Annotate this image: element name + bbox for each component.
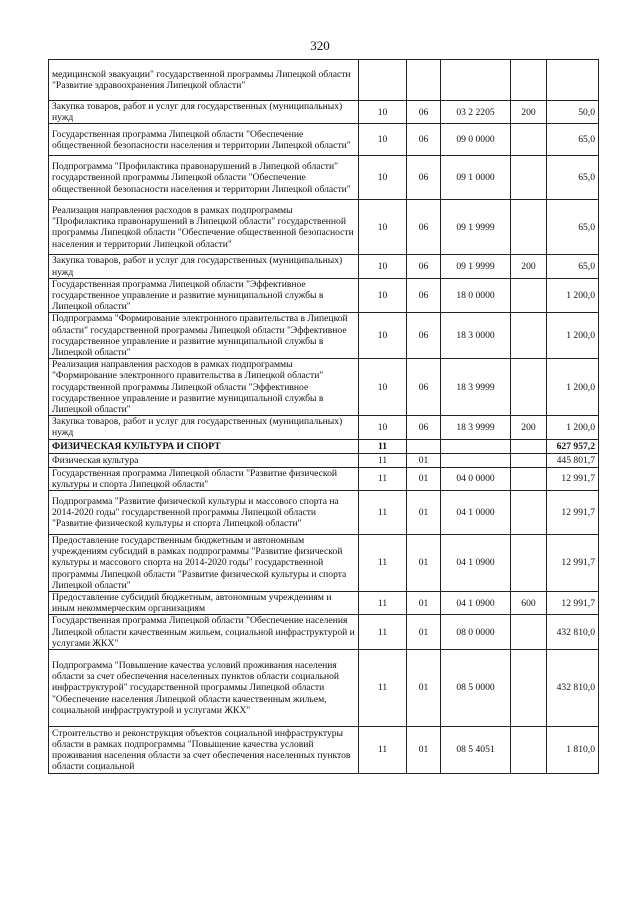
row-name: Закупка товаров, работ и услуг для государственных (муниципальных) нужд [49, 416, 359, 439]
ministry-code: 10 [359, 359, 407, 416]
amount: 65,0 [547, 255, 599, 278]
row-name: Государственная программа Липецкой области "Развитие физической культуры и спорта Липецкой области" [49, 467, 359, 490]
target-code: 04 0 0000 [441, 467, 511, 490]
section-code: 06 [407, 200, 441, 255]
section-code: 06 [407, 416, 441, 439]
row-name: Подпрограмма "Формирование электронного правительства в Липецкой области" государственной программы Липецкой области "Эффективное государственное управление и развитие муниципальной службы в Липецкой области" [49, 313, 359, 359]
amount: 12 991,7 [547, 592, 599, 615]
expense-type-code [511, 727, 547, 774]
section-code: 01 [407, 592, 441, 615]
section-code: 01 [407, 491, 441, 535]
row-name: Физическая культура [49, 453, 359, 467]
section-code: 06 [407, 278, 441, 313]
amount: 445 801,7 [547, 453, 599, 467]
target-code: 09 1 9999 [441, 200, 511, 255]
target-code [441, 60, 511, 101]
expense-type-code: 200 [511, 416, 547, 439]
row-name: Закупка товаров, работ и услуг для государственных (муниципальных) нужд [49, 101, 359, 124]
amount: 65,0 [547, 156, 599, 200]
expense-type-code [511, 60, 547, 101]
section-code: 01 [407, 453, 441, 467]
target-code: 09 0 0000 [441, 124, 511, 156]
ministry-code: 10 [359, 416, 407, 439]
section-code: 01 [407, 650, 441, 727]
ministry-code: 11 [359, 592, 407, 615]
target-code: 04 1 0900 [441, 592, 511, 615]
amount: 1 200,0 [547, 416, 599, 439]
table-row [49, 200, 599, 255]
section-code: 01 [407, 615, 441, 650]
row-name: Предоставление государственным бюджетным и автономным учреждениям субсидий в рамках подпрограммы "Развитие физической культуры и массового спорта на 2014-2020 годы" государственной программы Липецкой области "Развитие физической культуры и спорта Липецкой области" [49, 535, 359, 592]
target-code: 03 2 2205 [441, 101, 511, 124]
section-code: 01 [407, 727, 441, 774]
ministry-code: 11 [359, 535, 407, 592]
table-row [49, 156, 599, 200]
table-row [49, 491, 599, 535]
table-row [49, 416, 599, 439]
target-code [441, 439, 511, 453]
expense-type-code [511, 313, 547, 359]
expense-type-code [511, 439, 547, 453]
ministry-code: 10 [359, 200, 407, 255]
ministry-code: 11 [359, 615, 407, 650]
ministry-code: 11 [359, 453, 407, 467]
row-name: медицинской эвакуации" государственной программы Липецкой области "Развитие здравоохранения Липецкой области" [49, 60, 359, 101]
row-name: Предоставление субсидий бюджетным, автономным учреждениям и иным некоммерческим организациям [49, 592, 359, 615]
expense-type-code [511, 359, 547, 416]
row-name: Государственная программа Липецкой области "Обеспечение населения Липецкой области качественным жильем, социальной инфраструктурой и услугами ЖКХ" [49, 615, 359, 650]
target-code: 18 3 9999 [441, 359, 511, 416]
amount: 1 200,0 [547, 359, 599, 416]
table-row [49, 592, 599, 615]
amount: 1 200,0 [547, 313, 599, 359]
section-code [407, 60, 441, 101]
section-code: 06 [407, 124, 441, 156]
row-name: Реализация направления расходов в рамках подпрограммы "Профилактика правонарушений в Липецкой области" государственной программы Липецкой области "Обеспечение общественной безопасности населения и территории Липецкой области" [49, 200, 359, 255]
ministry-code: 10 [359, 313, 407, 359]
section-code: 06 [407, 313, 441, 359]
amount: 50,0 [547, 101, 599, 124]
amount: 627 957,2 [547, 439, 599, 453]
row-name: ФИЗИЧЕСКАЯ КУЛЬТУРА И СПОРТ [49, 439, 359, 453]
table-row [49, 727, 599, 774]
budget-table [48, 59, 599, 774]
table-row [49, 650, 599, 727]
ministry-code: 11 [359, 650, 407, 727]
amount: 432 810,0 [547, 615, 599, 650]
target-code: 08 0 0000 [441, 615, 511, 650]
amount: 65,0 [547, 124, 599, 156]
amount: 65,0 [547, 200, 599, 255]
row-name: Закупка товаров, работ и услуг для государственных (муниципальных) нужд [49, 255, 359, 278]
table-row [49, 359, 599, 416]
section-code: 06 [407, 255, 441, 278]
row-name: Государственная программа Липецкой области "Эффективное государственное управление и развитие муниципальной службы в Липецкой области" [49, 278, 359, 313]
table-row [49, 60, 599, 101]
target-code: 18 3 0000 [441, 313, 511, 359]
ministry-code: 10 [359, 278, 407, 313]
ministry-code: 11 [359, 727, 407, 774]
target-code: 18 3 9999 [441, 416, 511, 439]
table-row [49, 439, 599, 453]
expense-type-code [511, 535, 547, 592]
amount: 12 991,7 [547, 467, 599, 490]
table-row [49, 278, 599, 313]
amount: 1 200,0 [547, 278, 599, 313]
ministry-code: 10 [359, 124, 407, 156]
ministry-code: 11 [359, 467, 407, 490]
target-code: 09 1 9999 [441, 255, 511, 278]
ministry-code: 11 [359, 439, 407, 453]
amount: 12 991,7 [547, 535, 599, 592]
target-code: 09 1 0000 [441, 156, 511, 200]
section-code: 01 [407, 535, 441, 592]
target-code: 18 0 0000 [441, 278, 511, 313]
expense-type-code: 200 [511, 101, 547, 124]
table-row [49, 313, 599, 359]
expense-type-code [511, 156, 547, 200]
ministry-code [359, 60, 407, 101]
table-row [49, 124, 599, 156]
section-code [407, 439, 441, 453]
table-row [49, 467, 599, 490]
amount [547, 60, 599, 101]
section-code: 06 [407, 101, 441, 124]
amount: 12 991,7 [547, 491, 599, 535]
ministry-code: 10 [359, 101, 407, 124]
row-name: Строительство и реконструкция объектов социальной инфраструктуры области в рамках подпрограммы "Повышение качества условий проживания населения области за счет обеспечения населенных пунктов области социальной [49, 727, 359, 774]
expense-type-code: 200 [511, 255, 547, 278]
table-row [49, 453, 599, 467]
table-row [49, 615, 599, 650]
amount: 1 810,0 [547, 727, 599, 774]
expense-type-code [511, 615, 547, 650]
target-code: 04 1 0900 [441, 535, 511, 592]
expense-type-code [511, 124, 547, 156]
expense-type-code: 600 [511, 592, 547, 615]
amount: 432 810,0 [547, 650, 599, 727]
target-code: 04 1 0000 [441, 491, 511, 535]
ministry-code: 10 [359, 255, 407, 278]
row-name: Подпрограмма "Профилактика правонарушений в Липецкой области" государственной программы Липецкой области "Обеспечение общественной безопасности населения и территории Липецкой области" [49, 156, 359, 200]
expense-type-code [511, 453, 547, 467]
section-code: 06 [407, 359, 441, 416]
row-name: Подпрограмма "Развитие физической культуры и массового спорта на 2014-2020 годы" государственной программы Липецкой области "Развитие физической культуры и спорта Липецкой области" [49, 491, 359, 535]
ministry-code: 10 [359, 156, 407, 200]
target-code: 08 5 0000 [441, 650, 511, 727]
expense-type-code [511, 200, 547, 255]
table-row [49, 101, 599, 124]
row-name: Реализация направления расходов в рамках подпрограммы "Формирование электронного правительства в Липецкой области" государственной программы Липецкой области "Эффективное государственное управление и развитие муниципальной службы в Липецкой области" [49, 359, 359, 416]
row-name: Государственная программа Липецкой области "Обеспечение общественной безопасности населения и территории Липецкой области" [49, 124, 359, 156]
expense-type-code [511, 491, 547, 535]
target-code [441, 453, 511, 467]
table-row [49, 535, 599, 592]
section-code: 06 [407, 156, 441, 200]
expense-type-code [511, 467, 547, 490]
ministry-code: 11 [359, 491, 407, 535]
expense-type-code [511, 278, 547, 313]
section-code: 01 [407, 467, 441, 490]
table-row [49, 255, 599, 278]
page-number: 320 [310, 38, 330, 53]
row-name: Подпрограмма "Повышение качества условий проживания населения области за счет обеспечения населенных пунктов области социальной инфраструктурой" государственной программы Липецкой области "Обеспечение населения Липецкой области качественным жильем, социальной инфраструктурой и услугами ЖКХ" [49, 650, 359, 727]
expense-type-code [511, 650, 547, 727]
target-code: 08 5 4051 [441, 727, 511, 774]
